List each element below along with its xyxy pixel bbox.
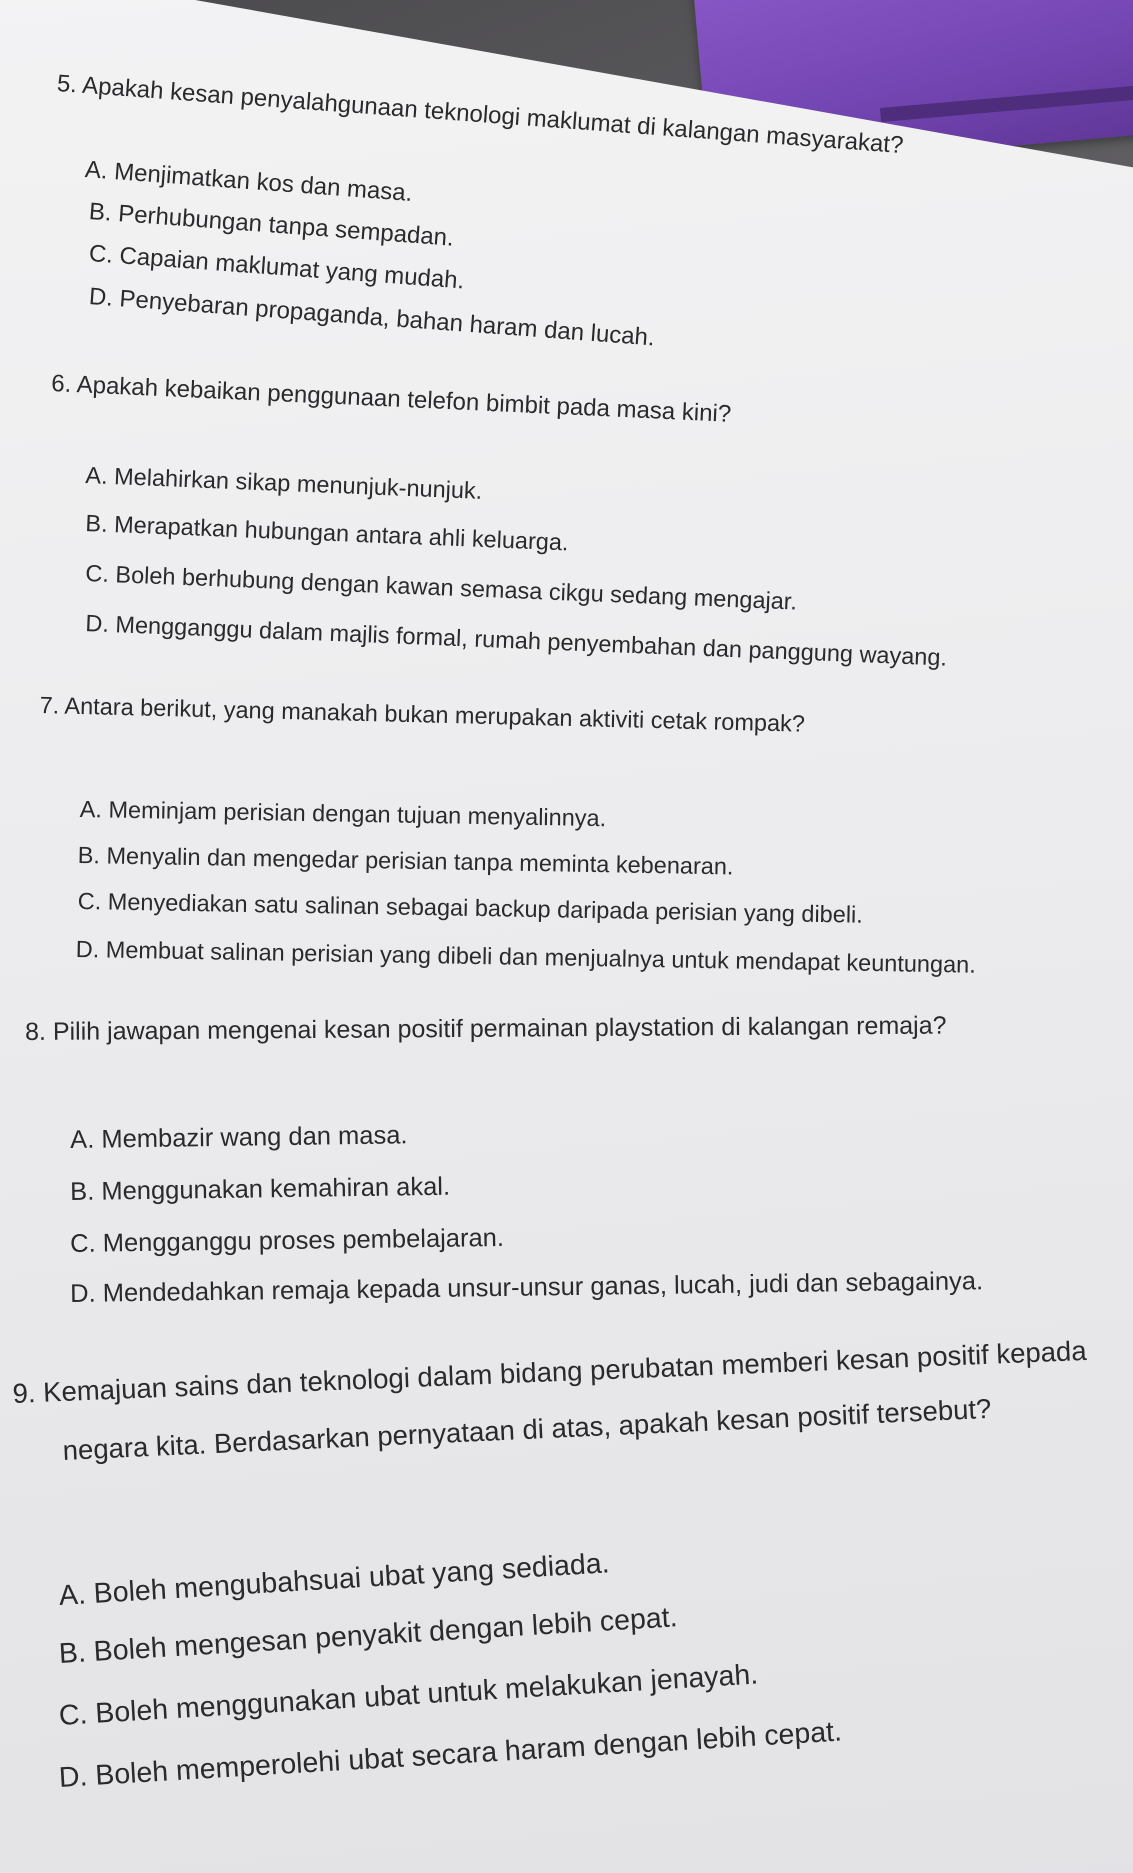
question-9-option-a: A. Boleh mengubahsuai ubat yang sediada. [58, 1547, 611, 1612]
question-7-option-a: A. Meminjam perisian dengan tujuan menyalinnya. [79, 796, 607, 832]
question-8-option-b: B. Menggunakan kemahiran akal. [70, 1172, 451, 1206]
question-5-option-b: B. Perhubungan tanpa sempadan. [88, 198, 455, 252]
question-6-option-c: C. Boleh berhubung dengan kawan semasa cikgu sedang mengajar. [84, 560, 798, 615]
question-9-text-line1: 9. Kemajuan sains dan teknologi dalam bidang perubatan memberi kesan positif kepada [12, 1334, 1088, 1409]
question-8-option-a: A. Membazir wang dan masa. [70, 1121, 408, 1154]
question-7-option-d: D. Membuat salinan perisian yang dibeli dan menjualnya untuk mendapat keuntungan. [75, 936, 976, 978]
question-8-text: 8. Pilih jawapan mengenai kesan positif permainan playstation di kalangan remaja? [25, 1011, 947, 1046]
question-9-text-line2: negara kita. Berdasarkan pernyataan di atas, apakah kesan positif tersebut? [62, 1392, 992, 1466]
question-5-option-c: C. Capaian maklumat yang mudah. [88, 240, 466, 295]
question-7-option-b: B. Menyalin dan mengedar perisian tanpa meminta kebenaran. [77, 842, 734, 880]
question-9-option-d: D. Boleh memperolehi ubat secara haram dengan lebih cepat. [58, 1715, 843, 1794]
question-9-option-b: B. Boleh mengesan penyakit dengan lebih cepat. [58, 1601, 679, 1670]
question-6-option-a: A. Melahirkan sikap menunjuk-nunjuk. [84, 462, 483, 504]
question-7-text: 7. Antara berikut, yang manakah bukan merupakan aktiviti cetak rompak? [39, 692, 806, 737]
question-6-option-d: D. Mengganggu dalam majlis formal, rumah penyembahan dan panggung wayang. [84, 610, 948, 671]
question-5-option-d: D. Penyebaran propaganda, bahan haram dan lucah. [88, 283, 656, 352]
question-6-text: 6. Apakah kebaikan penggunaan telefon bimbit pada masa kini? [50, 370, 732, 428]
question-8-option-c: C. Mengganggu proses pembelajaran. [70, 1223, 505, 1258]
question-8-option-d: D. Mendedahkan remaja kepada unsur-unsur ganas, lucah, judi dan sebagainya. [70, 1267, 984, 1308]
question-7-option-c: C. Menyediakan satu salinan sebagai backup daripada perisian yang dibeli. [77, 888, 864, 928]
question-6-option-b: B. Merapatkan hubungan antara ahli keluarga. [84, 510, 570, 556]
question-5-text: 5. Apakah kesan penyalahgunaan teknologi maklumat di kalangan masyarakat? [56, 70, 905, 160]
question-5-option-a: A. Menjimatkan kos dan masa. [84, 156, 414, 207]
question-9-option-c: C. Boleh menggunakan ubat untuk melakukan jenayah. [58, 1658, 759, 1732]
